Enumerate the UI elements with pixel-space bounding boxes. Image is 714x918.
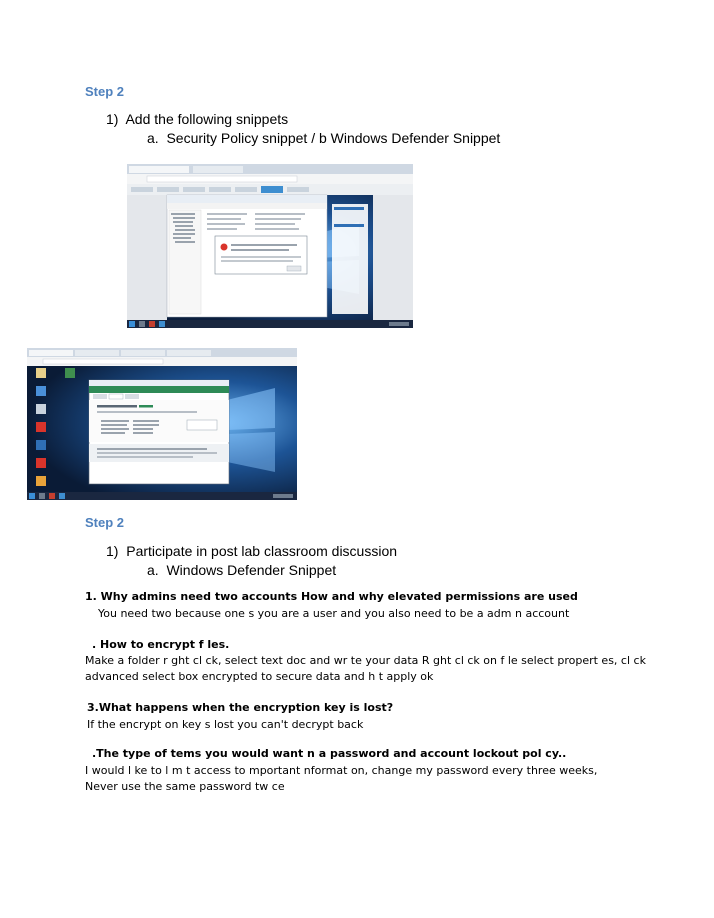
sub-list-item-a: [147, 130, 500, 146]
list-item-1: [106, 543, 397, 559]
list-marker: 1): [106, 543, 119, 559]
windows-defender-screenshot: [27, 348, 297, 500]
answer-2-line-1: Make a folder r ght cl ck, select text doc and wr te your data R ght cl ck on f le select propert es, cl ck: [85, 654, 646, 667]
question-1: 1. Why admins need two accounts How and why elevated permissions are used: [85, 590, 578, 603]
sub-list-marker: a.: [147, 562, 159, 578]
answer-1: You need two because one s you are a user and you also need to be a adm n account: [98, 607, 570, 620]
security-policy-screenshot: [127, 164, 413, 328]
sub-list-item-text: Security Policy snippet / b Windows Defender Snippet: [166, 130, 501, 146]
step-heading-1: Step 2: [85, 84, 125, 99]
list-item-text: Add the following snippets: [125, 111, 289, 127]
question-2: . How to encrypt f les.: [92, 638, 230, 651]
question-4: .The type of tems you would want n a password and account lockout pol cy..: [92, 747, 567, 760]
answer-2-line-2: advanced select box encrypted to secure data and h t apply ok: [85, 670, 434, 683]
step-heading-2: Step 2: [85, 515, 125, 530]
list-marker: 1): [106, 111, 119, 127]
answer-3: If the encrypt on key s lost you can't decrypt back: [87, 718, 364, 731]
question-3: 3.What happens when the encryption key is lost?: [87, 701, 394, 714]
sub-list-item-a: [147, 562, 336, 578]
answer-4-line-1: I would l ke to l m t access to mportant nformat on, change my password every three weeks,: [85, 764, 598, 777]
list-item-1: [106, 111, 288, 127]
list-item-text: Participate in post lab classroom discussion: [126, 543, 398, 559]
sub-list-marker: a.: [147, 130, 159, 146]
sub-list-item-text: Windows Defender Snippet: [166, 562, 337, 578]
answer-4-line-2: Never use the same password tw ce: [85, 780, 285, 793]
